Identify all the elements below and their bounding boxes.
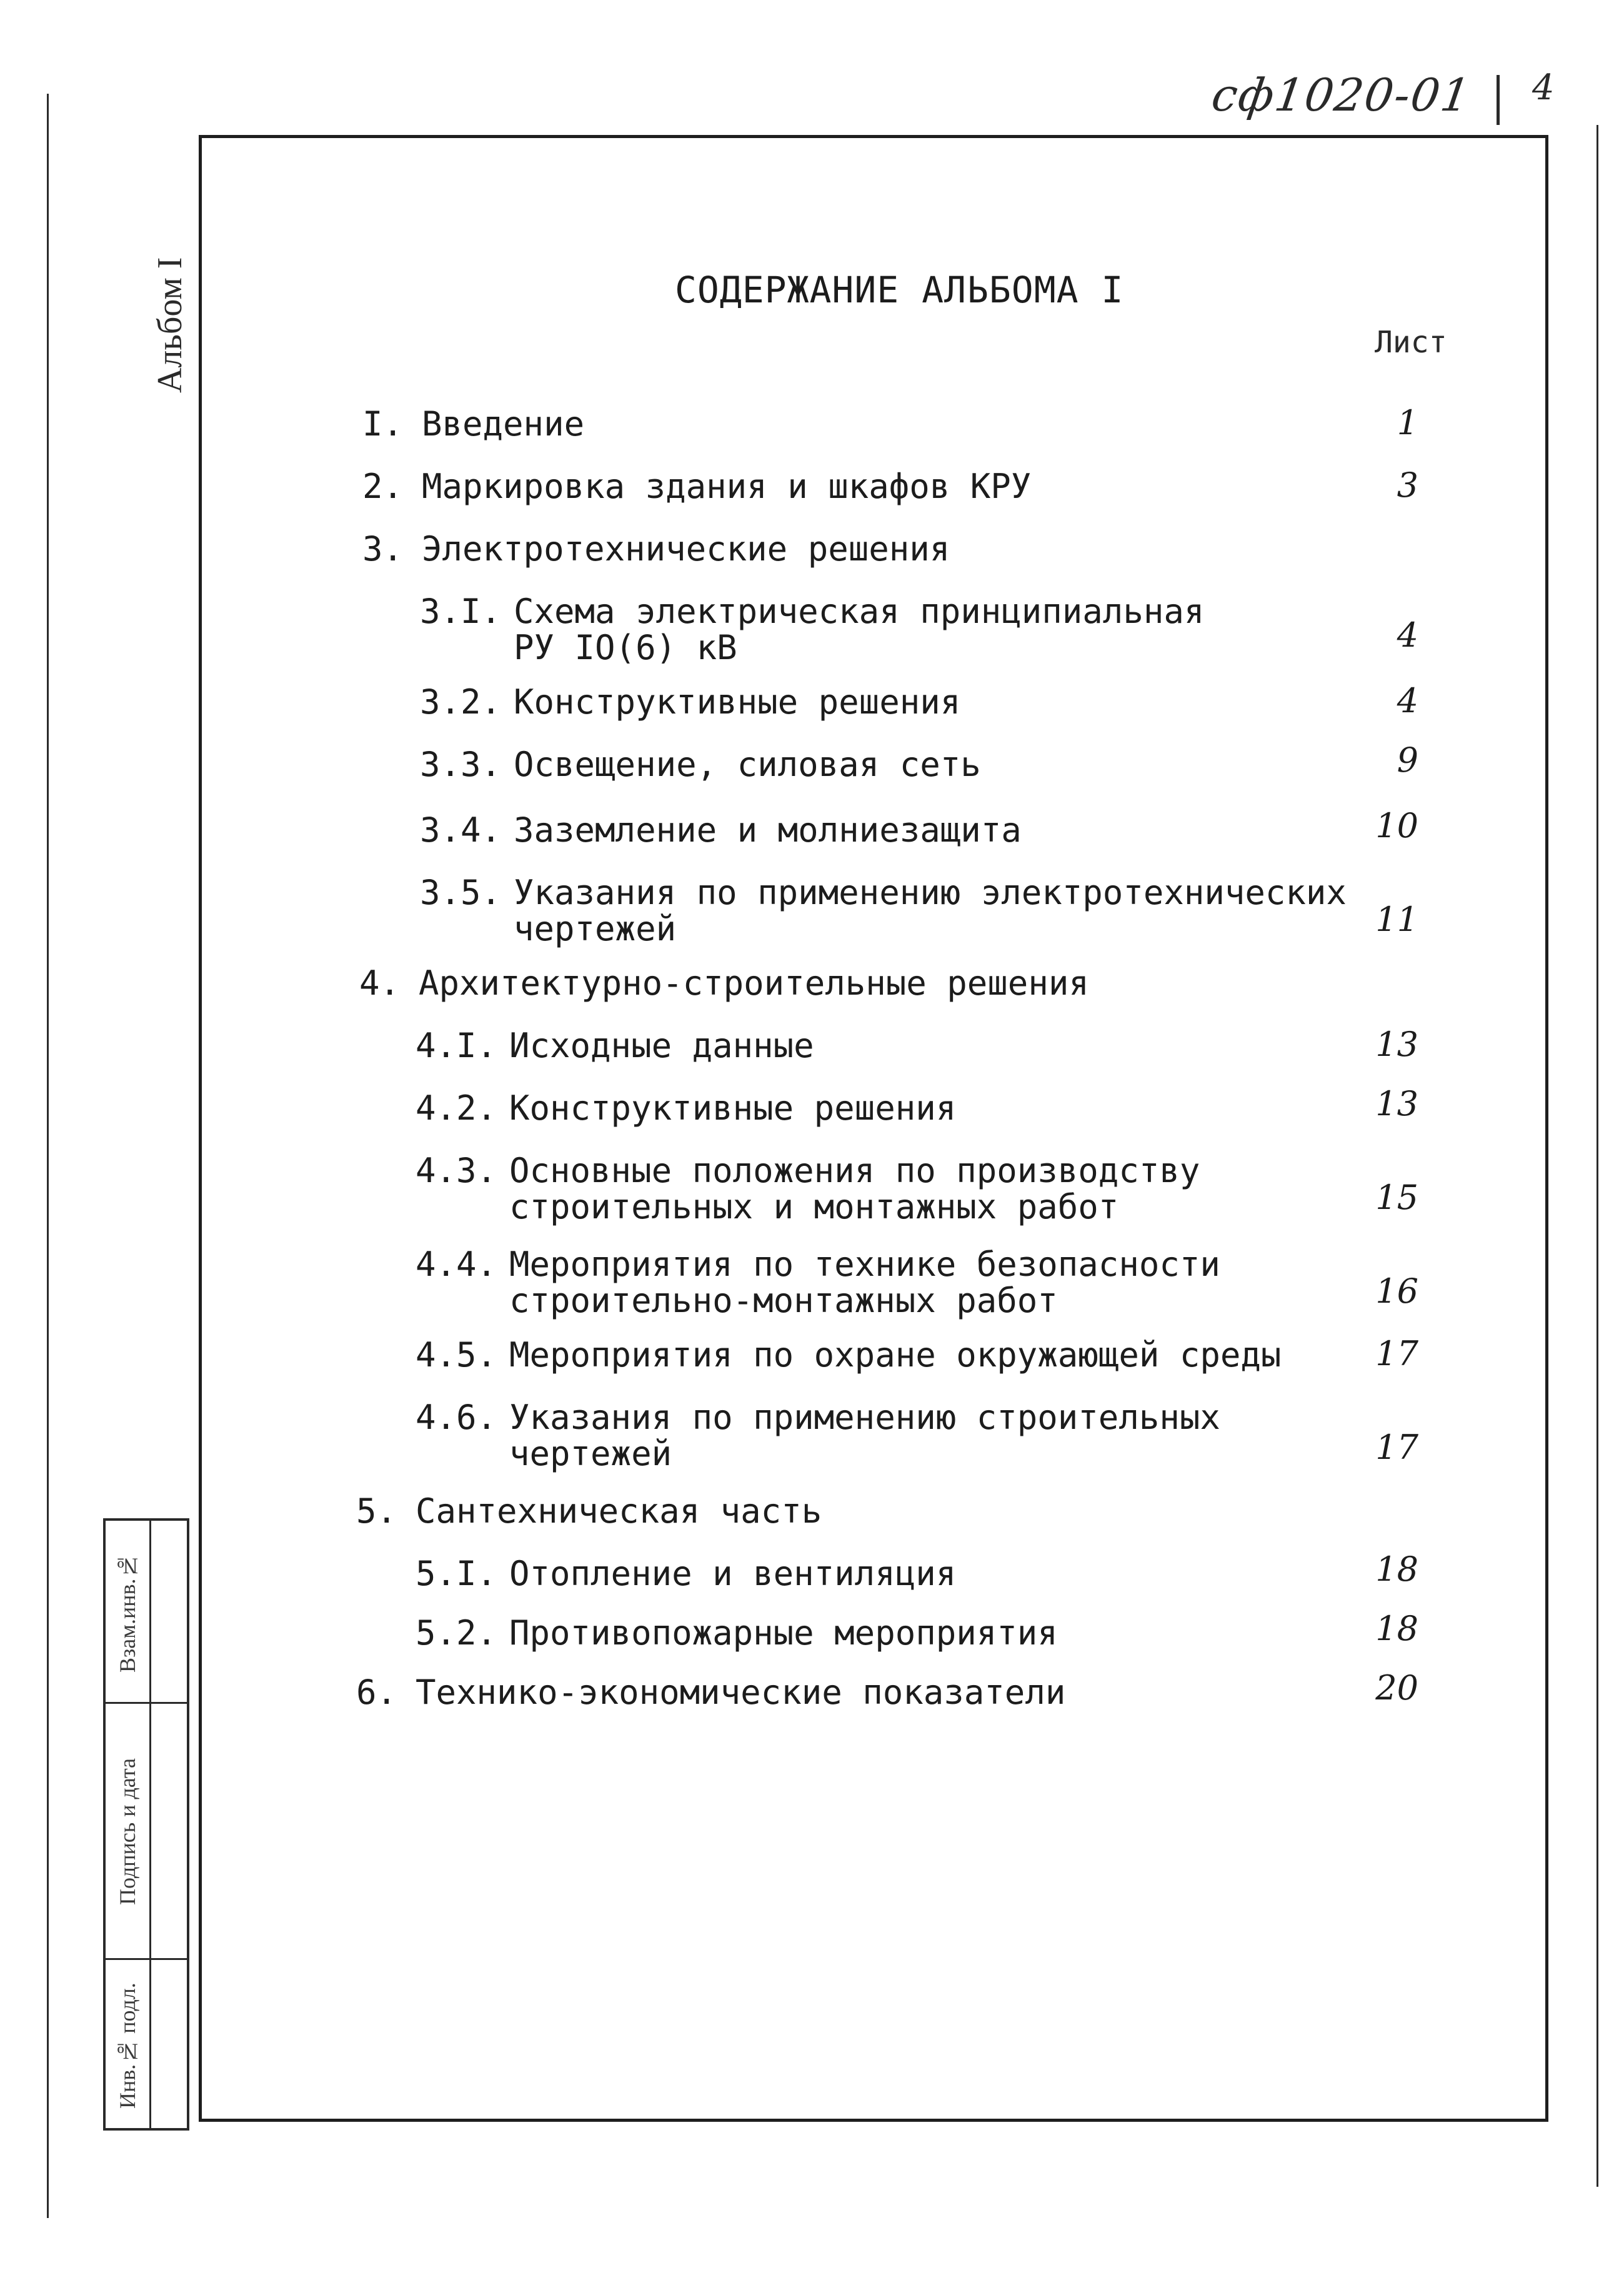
toc-entry-text: Отопление и вентиляция [509, 1554, 957, 1593]
toc-entry-number: 5.I. [416, 1554, 497, 1593]
toc-entry-page: 11 [1375, 900, 1418, 939]
sheet-number: 4 [1532, 67, 1555, 108]
toc-entry [362, 531, 950, 567]
toc-entry-text: Схема электрическая принципиальная [514, 592, 1205, 631]
toc-entry-text: Архитектурно-строительные решения [419, 963, 1089, 1003]
toc-entry-text: Заземление и молниезащита [514, 810, 1022, 850]
toc-entry-number: I. [362, 404, 404, 444]
toc-entry-text-continued: строительных и монтажных работ [509, 1187, 1119, 1226]
toc-entry-number: 5.2. [416, 1613, 497, 1653]
stamp-divider [1497, 75, 1500, 125]
side-table-row-divider [106, 1958, 187, 1960]
toc-entry-text: Введение [422, 404, 585, 444]
toc-entry [416, 1337, 1281, 1373]
stamp-cell-inventory: Инв.№ подл. [115, 1982, 140, 2109]
toc-entry-number: 3.I. [420, 592, 502, 631]
toc-entry-text: Мероприятия по охране окружающей среды [509, 1335, 1282, 1375]
toc-entry [356, 1674, 1065, 1711]
toc-entry [420, 812, 1022, 848]
toc-entry [416, 1615, 1058, 1651]
toc-entry-text: Конструктивные решения [514, 682, 961, 722]
toc-entry-page: 13 [1375, 1025, 1418, 1064]
toc-entry [359, 965, 1089, 1002]
side-table-column-divider [149, 1521, 151, 2128]
toc-entry-text: Сантехническая часть [416, 1491, 822, 1531]
toc-entry-number: 6. [356, 1673, 397, 1712]
toc-entry-text: Освещение, силовая сеть [514, 745, 981, 784]
toc-entry-number: 4.4. [416, 1245, 497, 1284]
toc-entry-number: 2. [362, 467, 404, 506]
toc-entry-number: 3. [362, 529, 404, 569]
toc-entry-number: 4.2. [416, 1088, 497, 1128]
toc-entry [420, 747, 981, 783]
toc-entry [356, 1493, 822, 1529]
toc-entry-page: 13 [1375, 1084, 1418, 1123]
toc-entry-text: Электротехнические решения [422, 529, 950, 569]
toc-entry-text: Исходные данные [509, 1026, 814, 1065]
toc-entry-text: Конструктивные решения [509, 1088, 957, 1128]
toc-entry-text: Мероприятия по технике безопасности [509, 1245, 1220, 1284]
toc-entry-text: Указания по применению электротехнических [514, 873, 1347, 912]
album-label: Альбом I [151, 257, 189, 393]
toc-entry-number: 4.5. [416, 1335, 497, 1375]
toc-entry [416, 1556, 956, 1592]
toc-entry-text: Маркировка здания и шкафов КРУ [422, 467, 1032, 506]
toc-entry-number: 4.I. [416, 1026, 497, 1065]
toc-entry [416, 1090, 956, 1127]
toc-entry-page: 17 [1375, 1428, 1418, 1467]
toc-entry [416, 1246, 1220, 1319]
toc-entry-number: 3.5. [420, 873, 502, 912]
left-edge-line [47, 94, 49, 2218]
toc-entry-page: 18 [1375, 1549, 1418, 1589]
toc-entry-text-continued: РУ IO(6) кВ [514, 628, 737, 667]
page-title: СОДЕРЖАНИЕ АЛЬБОМА I [675, 269, 1124, 311]
toc-entry-text-continued: чертежей [509, 1434, 672, 1473]
toc-entry-number: 4. [359, 963, 401, 1003]
document-code: сф1020-01 [1208, 69, 1475, 121]
toc-entry-page: 10 [1375, 806, 1418, 845]
toc-entry-text: Основные положения по производству [509, 1151, 1200, 1190]
toc-entry-page: 20 [1375, 1668, 1418, 1708]
toc-entry-page: 3 [1397, 465, 1418, 505]
toc-entry [362, 406, 584, 442]
toc-entry-page: 17 [1375, 1334, 1418, 1373]
toc-entry [416, 1028, 814, 1064]
toc-entry-text: Противопожарные мероприятия [509, 1613, 1058, 1653]
toc-entry [362, 469, 1031, 505]
side-table-row-divider [106, 1702, 187, 1704]
toc-entry-number: 3.4. [420, 810, 502, 850]
toc-entry-page: 15 [1375, 1178, 1418, 1217]
toc-entry-text: Технико-экономические показатели [416, 1673, 1066, 1712]
stamp-cell-replacement: Взам.инв.№ [115, 1553, 140, 1673]
toc-entry-page: 1 [1397, 403, 1418, 442]
toc-entry-number: 4.3. [416, 1151, 497, 1190]
toc-entry-page: 9 [1397, 740, 1418, 780]
toc-entry-page: 16 [1375, 1271, 1418, 1311]
stamp-cell-signature-date: Подпись и дата [115, 1758, 140, 1905]
toc-entry-number: 5. [356, 1491, 397, 1531]
toc-entry [416, 1153, 1200, 1225]
toc-entry-page: 18 [1375, 1609, 1418, 1648]
side-stamp-table [103, 1518, 189, 2131]
toc-entry [416, 1400, 1220, 1472]
toc-entry-text-continued: чертежей [514, 909, 677, 948]
page-column-header: Лист [1375, 325, 1447, 360]
toc-entry-text: Указания по применению строительных [509, 1398, 1220, 1437]
toc-entry-number: 4.6. [416, 1398, 497, 1437]
toc-entry-page: 4 [1397, 681, 1418, 720]
toc-entry-page: 4 [1397, 615, 1418, 655]
right-edge-line [1597, 125, 1598, 2187]
toc-entry [420, 684, 960, 720]
toc-entry-number: 3.2. [420, 682, 502, 722]
toc-entry-number: 3.3. [420, 745, 502, 784]
toc-entry-text-continued: строительно-монтажных работ [509, 1281, 1058, 1320]
toc-entry [420, 875, 1347, 947]
toc-entry [420, 594, 1204, 666]
